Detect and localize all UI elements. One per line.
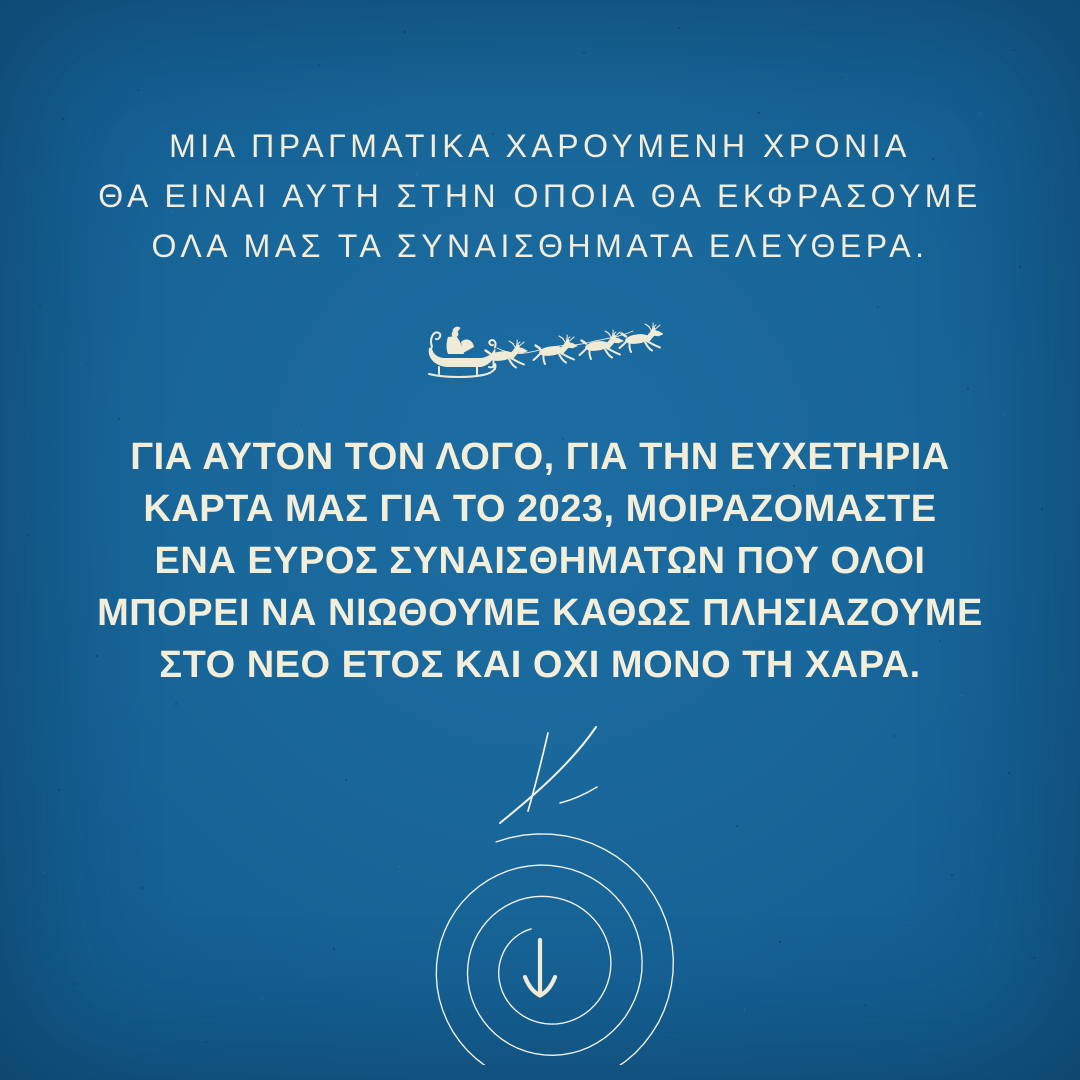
intro-line-2: ΘΑ ΕΙΝΑΙ ΑΥΤΗ ΣΤΗΝ ΟΠΟΙΑ ΘΑ ΕΚΦΡΑΣΟΥΜΕ [98, 178, 982, 214]
message-line-5: ΣΤΟ ΝΕΟ ΕΤΟΣ ΚΑΙ ΟΧΙ ΜΟΝΟ ΤΗ ΧΑΡΑ. [159, 644, 921, 686]
message-line-2: ΚΑΡΤΑ ΜΑΣ ΓΙΑ ΤΟ 2023, ΜΟΙΡΑΖΟΜΑΣΤΕ [143, 488, 937, 530]
down-arrow-icon [525, 940, 555, 996]
message-line-1: ΓΙΑ ΑΥΤΟΝ ΤΟΝ ΛΟΓΟ, ΓΙΑ ΤΗΝ ΕΥΧΕΤΗΡΙΑ [130, 436, 950, 478]
paper-speckle-texture-light [0, 0, 1, 1]
reindeer-3 [580, 330, 625, 359]
intro-text-block [0, 121, 1080, 271]
message-line-4: ΜΠΟΡΕΙ ΝΑ ΝΙΩΘΟΥΜΕ ΚΑΘΩΣ ΠΛΗΣΙΑΖΟΥΜΕ [97, 592, 983, 634]
message-text-block [0, 431, 1080, 691]
message-line-3: ΕΝΑ ΕΥΡΟΣ ΣΥΝΑΙΣΘΗΜΑΤΩΝ ΠΟΥ ΟΛΟΙ [154, 540, 926, 582]
intro-line-1: ΜΙΑ ΠΡΑΓΜΑΤΙΚΑ ΧΑΡΟΥΜΕΝΗ ΧΡΟΝΙΑ [169, 128, 911, 164]
reindeer-2 [534, 335, 579, 364]
swoosh-lines [500, 727, 597, 823]
spiral-line [436, 834, 673, 1065]
reindeer-4 [620, 323, 664, 352]
swirl-scroll-indicator [420, 725, 680, 1065]
intro-line-3: ΟΛΑ ΜΑΣ ΤΑ ΣΥΝΑΙΣΘΗΜΑΤΑ ΕΛΕΥΘΕΡΑ. [151, 228, 929, 264]
santa-sleigh-reindeer-icon [421, 320, 663, 384]
